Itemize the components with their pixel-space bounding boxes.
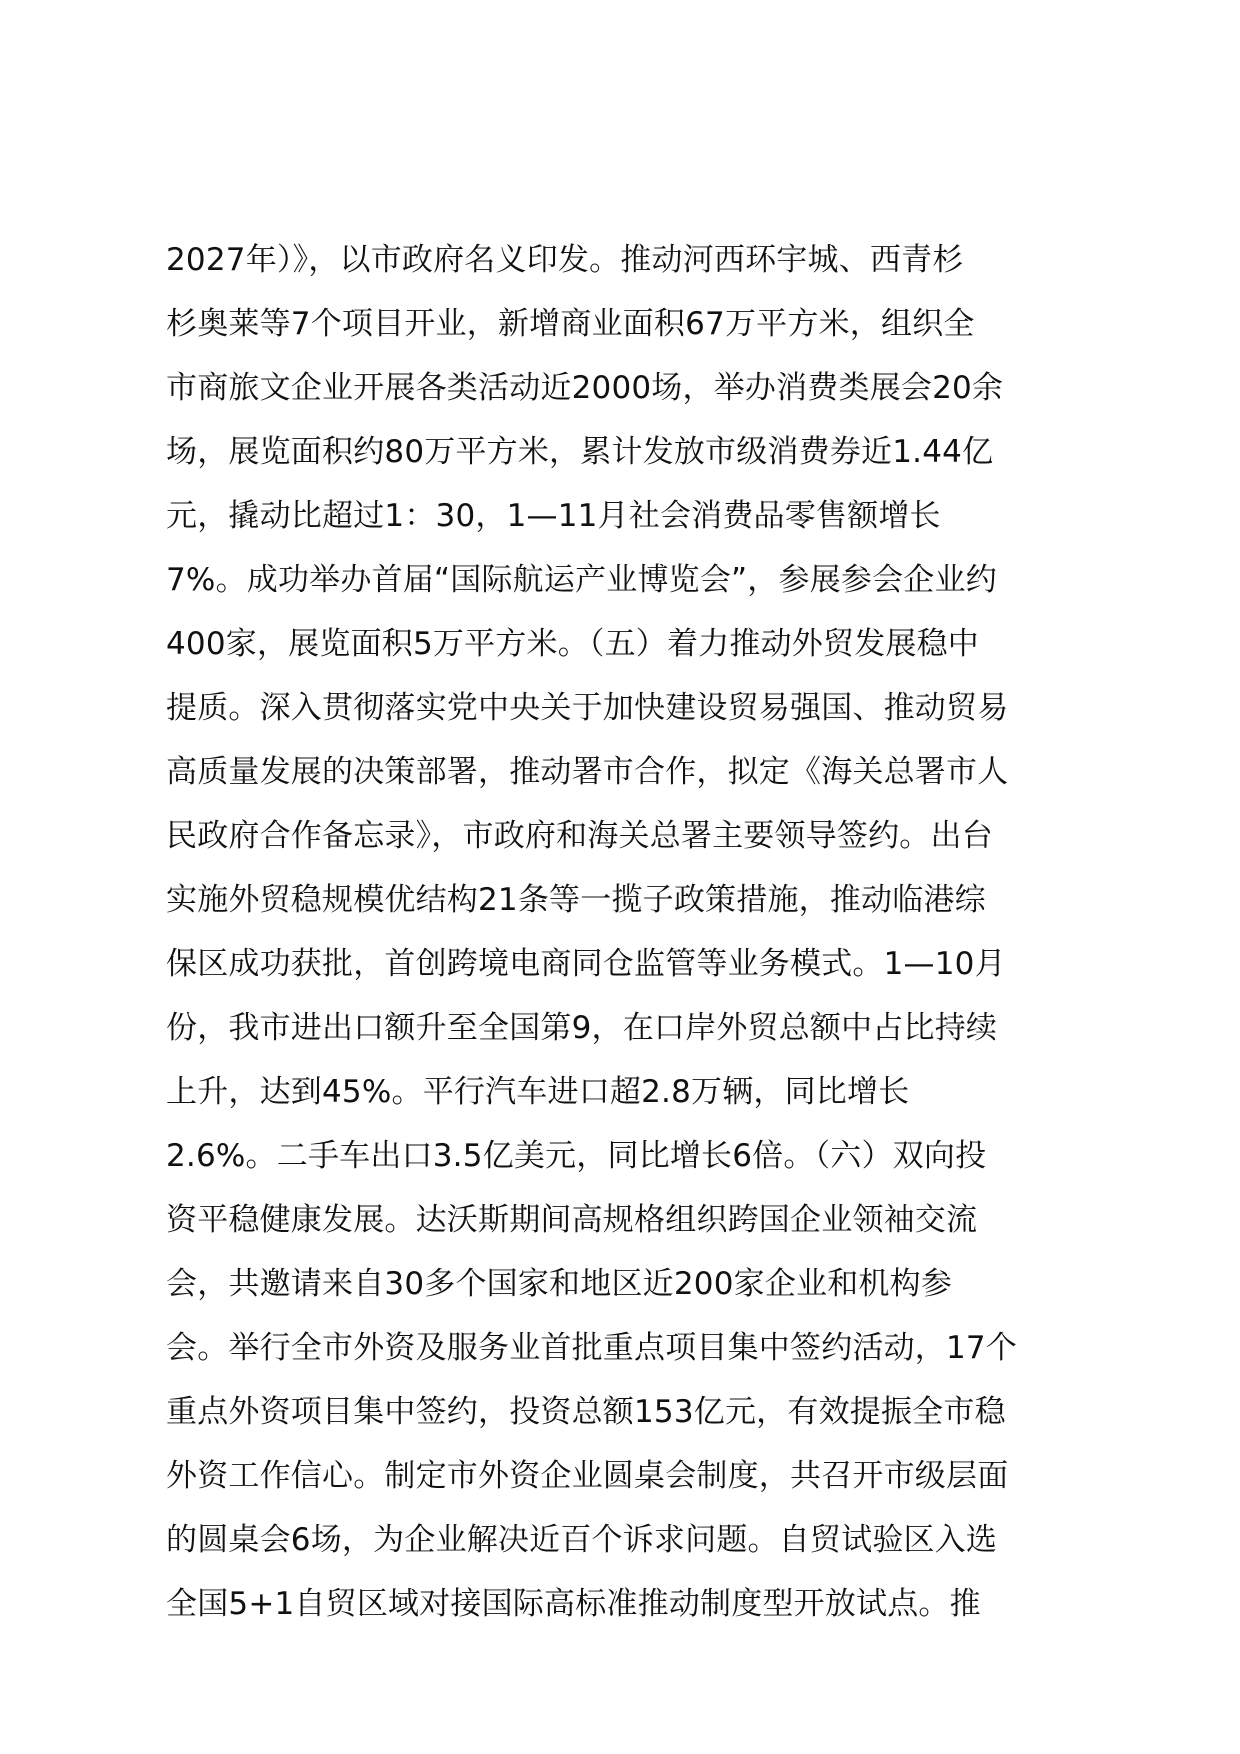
text-line: 份，我市进出口额升至全国第9，在口岸外贸总额中占比持续 [166,1010,998,1046]
text-line: 实施外贸稳规模优结构21条等一揽子政策措施，推动临港综 [166,882,986,918]
text-line: 重点外资项目集中签约，投资总额153亿元，有效提振全市稳 [166,1394,1006,1430]
text-line: 400家，展览面积5万平方米。（五）着力推动外贸发展稳中 [166,626,979,662]
text-line: 市商旅文企业开展各类活动近2000场，举办消费类展会20余 [166,370,1004,406]
text-line: 的圆桌会6场，为企业解决近百个诉求问题。自贸试验区入选 [166,1522,998,1558]
text-line: 保区成功获批，首创跨境电商同仓监管等业务模式。1—10月 [166,946,1006,982]
text-line: 民政府合作备忘录》，市政府和海关总署主要领导签约。出台 [166,818,993,854]
text-line: 会。举行全市外资及服务业首批重点项目集中签约活动，17个 [166,1330,1018,1366]
text-line: 场，展览面积约80万平方米，累计发放市级消费券近1.44亿 [166,434,994,470]
text-line: 资平稳健康发展。达沃斯期间高规格组织跨国企业领袖交流 [166,1202,978,1238]
text-line: 提质。深入贯彻落实党中央关于加快建设贸易强国、推动贸易 [166,690,1009,726]
text-line: 杉奥莱等7个项目开业，新增商业面积67万平方米，组织全 [166,306,975,342]
text-line: 全国5+1自贸区域对接国际高标准推动制度型开放试点。推 [166,1586,981,1622]
body-text [166,228,1096,1636]
text-line: 会，共邀请来自30多个国家和地区近200家企业和机构参 [166,1266,953,1302]
text-line: 2027年）》，以市政府名义印发。推动河西环宇城、西青杉 [166,242,964,278]
text-line: 上升，达到45%。平行汽车进口超2.8万辆，同比增长 [166,1074,910,1110]
text-line: 2.6%。二手车出口3.5亿美元，同比增长6倍。（六）双向投 [166,1138,987,1174]
text-line: 高质量发展的决策部署，推动署市合作，拟定《海关总署市人 [166,754,1009,790]
text-line: 外资工作信心。制定市外资企业圆桌会制度，共召开市级层面 [166,1458,1009,1494]
text-line: 7%。成功举办首届“国际航运产业博览会”，参展参会企业约 [166,562,997,598]
text-line: 元，撬动比超过1：30，1—11月社会消费品零售额增长 [166,498,941,534]
